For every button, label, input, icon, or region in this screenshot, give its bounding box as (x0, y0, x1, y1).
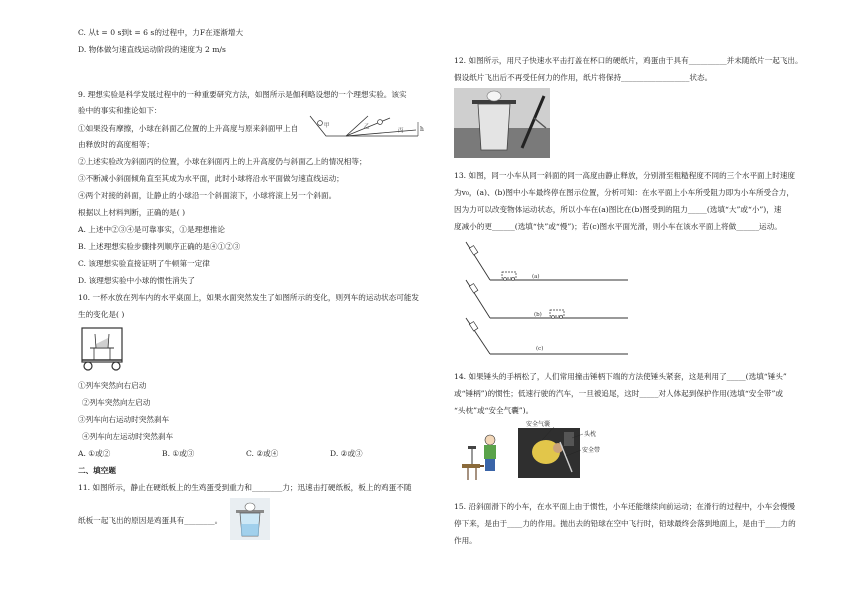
q10-stem-line2: 生的变化是( ) (78, 310, 125, 319)
label-seatbelt: 安全带 (582, 447, 601, 454)
q11-egg-cardboard-figure (230, 498, 270, 540)
label-headrest: 头枕 (584, 431, 597, 438)
q15-stem-line2: 停下来，是由于____力的作用。抛出去的铅球在空中飞行时，铅球最终会落到地面上，是由于____力的 (454, 519, 796, 528)
q10-option-d: D. ②或③ (330, 449, 363, 458)
label-yi: 乙 (364, 124, 370, 130)
q9-option-a: A. 上述中②③④是可靠事实，①是理想推论 (78, 225, 225, 234)
q13-stem-line3: 因为力可以改变物体运动状态，所以小车在(a)图比在(b)图受到的阻力_____(选填“大”或“小”)，速 (454, 205, 782, 214)
label-airbag: 安全气囊 (526, 421, 551, 428)
q10-statement-3: ③列车向右运动时突然刹车 (78, 415, 170, 424)
q9-stem-line1: 9. 理想实验是科学发展过程中的一种重要研究方法，如图所示是伽利略设想的一个理想实验。该实 (78, 90, 407, 99)
label-a: (a) (532, 274, 540, 280)
q10-option-c: C. ②或④ (246, 449, 279, 458)
q13-stem-line1: 13. 如图，同一小车从同一斜面的同一高度由静止释放，分别滑至粗糙程度不同的三个水平面上时速度 (454, 171, 796, 180)
q10-train-cup-figure (80, 326, 126, 372)
q14-stem-line3: “头枕”或“安全气囊”)。 (454, 406, 534, 415)
q12-stem-line1: 12. 如图所示，用尺子快速水平击打盖在杯口的硬纸片，鸡蛋由于具有__________并未随纸片一起飞出。 (454, 56, 803, 65)
q13-stem-line2: 为v₀，(a)、(b)图中小车最终停在图示位置，分析可知：在水平面上小车所受阻力即为小车所受合力， (454, 188, 794, 197)
q11-stem-line2: 纸板一起飞出的原因是鸡蛋具有________。 (78, 516, 223, 525)
car-interior-photo (518, 428, 580, 478)
label-b: (b) (534, 312, 542, 318)
q14-stem-line2: 或“锤柄”)的惯性；低速行驶的汽车，一旦被追尾，这时_____对人体起到保护作用(选填“安全带”或 (454, 389, 783, 398)
q9-fact-1a: ①如果没有摩擦，小球在斜面乙位置的上升高度与原来斜面甲上自 (78, 124, 299, 133)
q15-stem-line1: 15. 沿斜面滑下的小车，在水平面上由于惯性，小车还能继续向前运动；在滑行的过程中，小车会慢慢 (454, 502, 796, 511)
q9-fact-3: ③不断减小斜面倾角直至其成为水平面，此时小球将沿水平面做匀速直线运动； (78, 174, 344, 183)
q10-option-a: A. ①或② (78, 449, 111, 458)
q9-incline-figure (306, 114, 426, 138)
q10-option-b: B. ①或③ (162, 449, 195, 458)
hammer-person-drawing (462, 435, 496, 480)
q9-question: 根据以上材料判断，正确的是( ) (78, 208, 186, 217)
q13-three-surfaces-figure (462, 236, 632, 358)
surface-b (466, 280, 628, 318)
q12-ruler-cup-photo (454, 88, 550, 158)
q15-stem-line3: 作用。 (454, 536, 477, 545)
q9-option-c: C. 该理想实验直接证明了牛顿第一定律 (78, 259, 210, 268)
q14-stem-line1: 14. 如果锤头的手柄松了，人们常用撞击锤柄下端的方法使锤头紧套，这是利用了_____(选填“锤头” (454, 372, 787, 381)
q14-hammer-car-figure (460, 420, 610, 482)
q11-stem-line1: 11. 如图所示，静止在硬纸板上的生鸡蛋受到重力和________力；迅速击打硬纸板，板上的鸡蛋不随 (78, 483, 412, 492)
label-c: (c) (536, 346, 544, 352)
q8-option-d: D. 物体做匀速直线运动阶段的速度为 2 m/s (78, 45, 226, 54)
surface-c (466, 318, 628, 354)
q9-fact-4: ④两个对接的斜面，让静止的小球沿一个斜面滚下，小球将滚上另一个斜面。 (78, 191, 337, 200)
label-h: h (420, 126, 424, 133)
q12-stem-line2: 假设纸片飞出后不再受任何力的作用，纸片将保持__________________状态。 (454, 73, 713, 82)
q8-option-c: C. 从t = 0 s到t = 6 s的过程中，力F在逐渐增大 (78, 28, 244, 37)
q9-stem-line2: 验中的事实和推论如下： (78, 106, 162, 115)
q13-stem-line4: 度减小的更______(选填“快”或“慢”)；若(c)图水平面光滑，则小车在该水平面上将做______运动。 (454, 222, 782, 231)
label-bing: 丙 (398, 128, 404, 134)
label-jia: 甲 (324, 123, 330, 129)
section-heading-fill-in: 二、填空题 (78, 466, 116, 475)
q10-statement-4: ④列车向左运动时突然刹车 (82, 432, 174, 441)
q9-option-d: D. 该理想实验中小球的惯性消失了 (78, 276, 195, 285)
surface-a (466, 242, 628, 280)
q9-fact-1b: 由释放时的高度相等； (78, 140, 154, 149)
q10-statement-1: ①列车突然向右启动 (78, 381, 147, 390)
q10-statement-2: ②列车突然向左启动 (82, 398, 151, 407)
q9-option-b: B. 上述理想实验步骤排列顺序正确的是④①②③ (78, 242, 241, 251)
q9-fact-2: ②上述实验改为斜面丙的位置，小球在斜面丙上的上升高度仍与斜面乙上的情况相等； (78, 157, 367, 166)
q10-stem-line1: 10. 一杯水放在列车内的水平桌面上，如果水面突然发生了如图所示的变化，则列车的运动状态可能发 (78, 293, 420, 302)
